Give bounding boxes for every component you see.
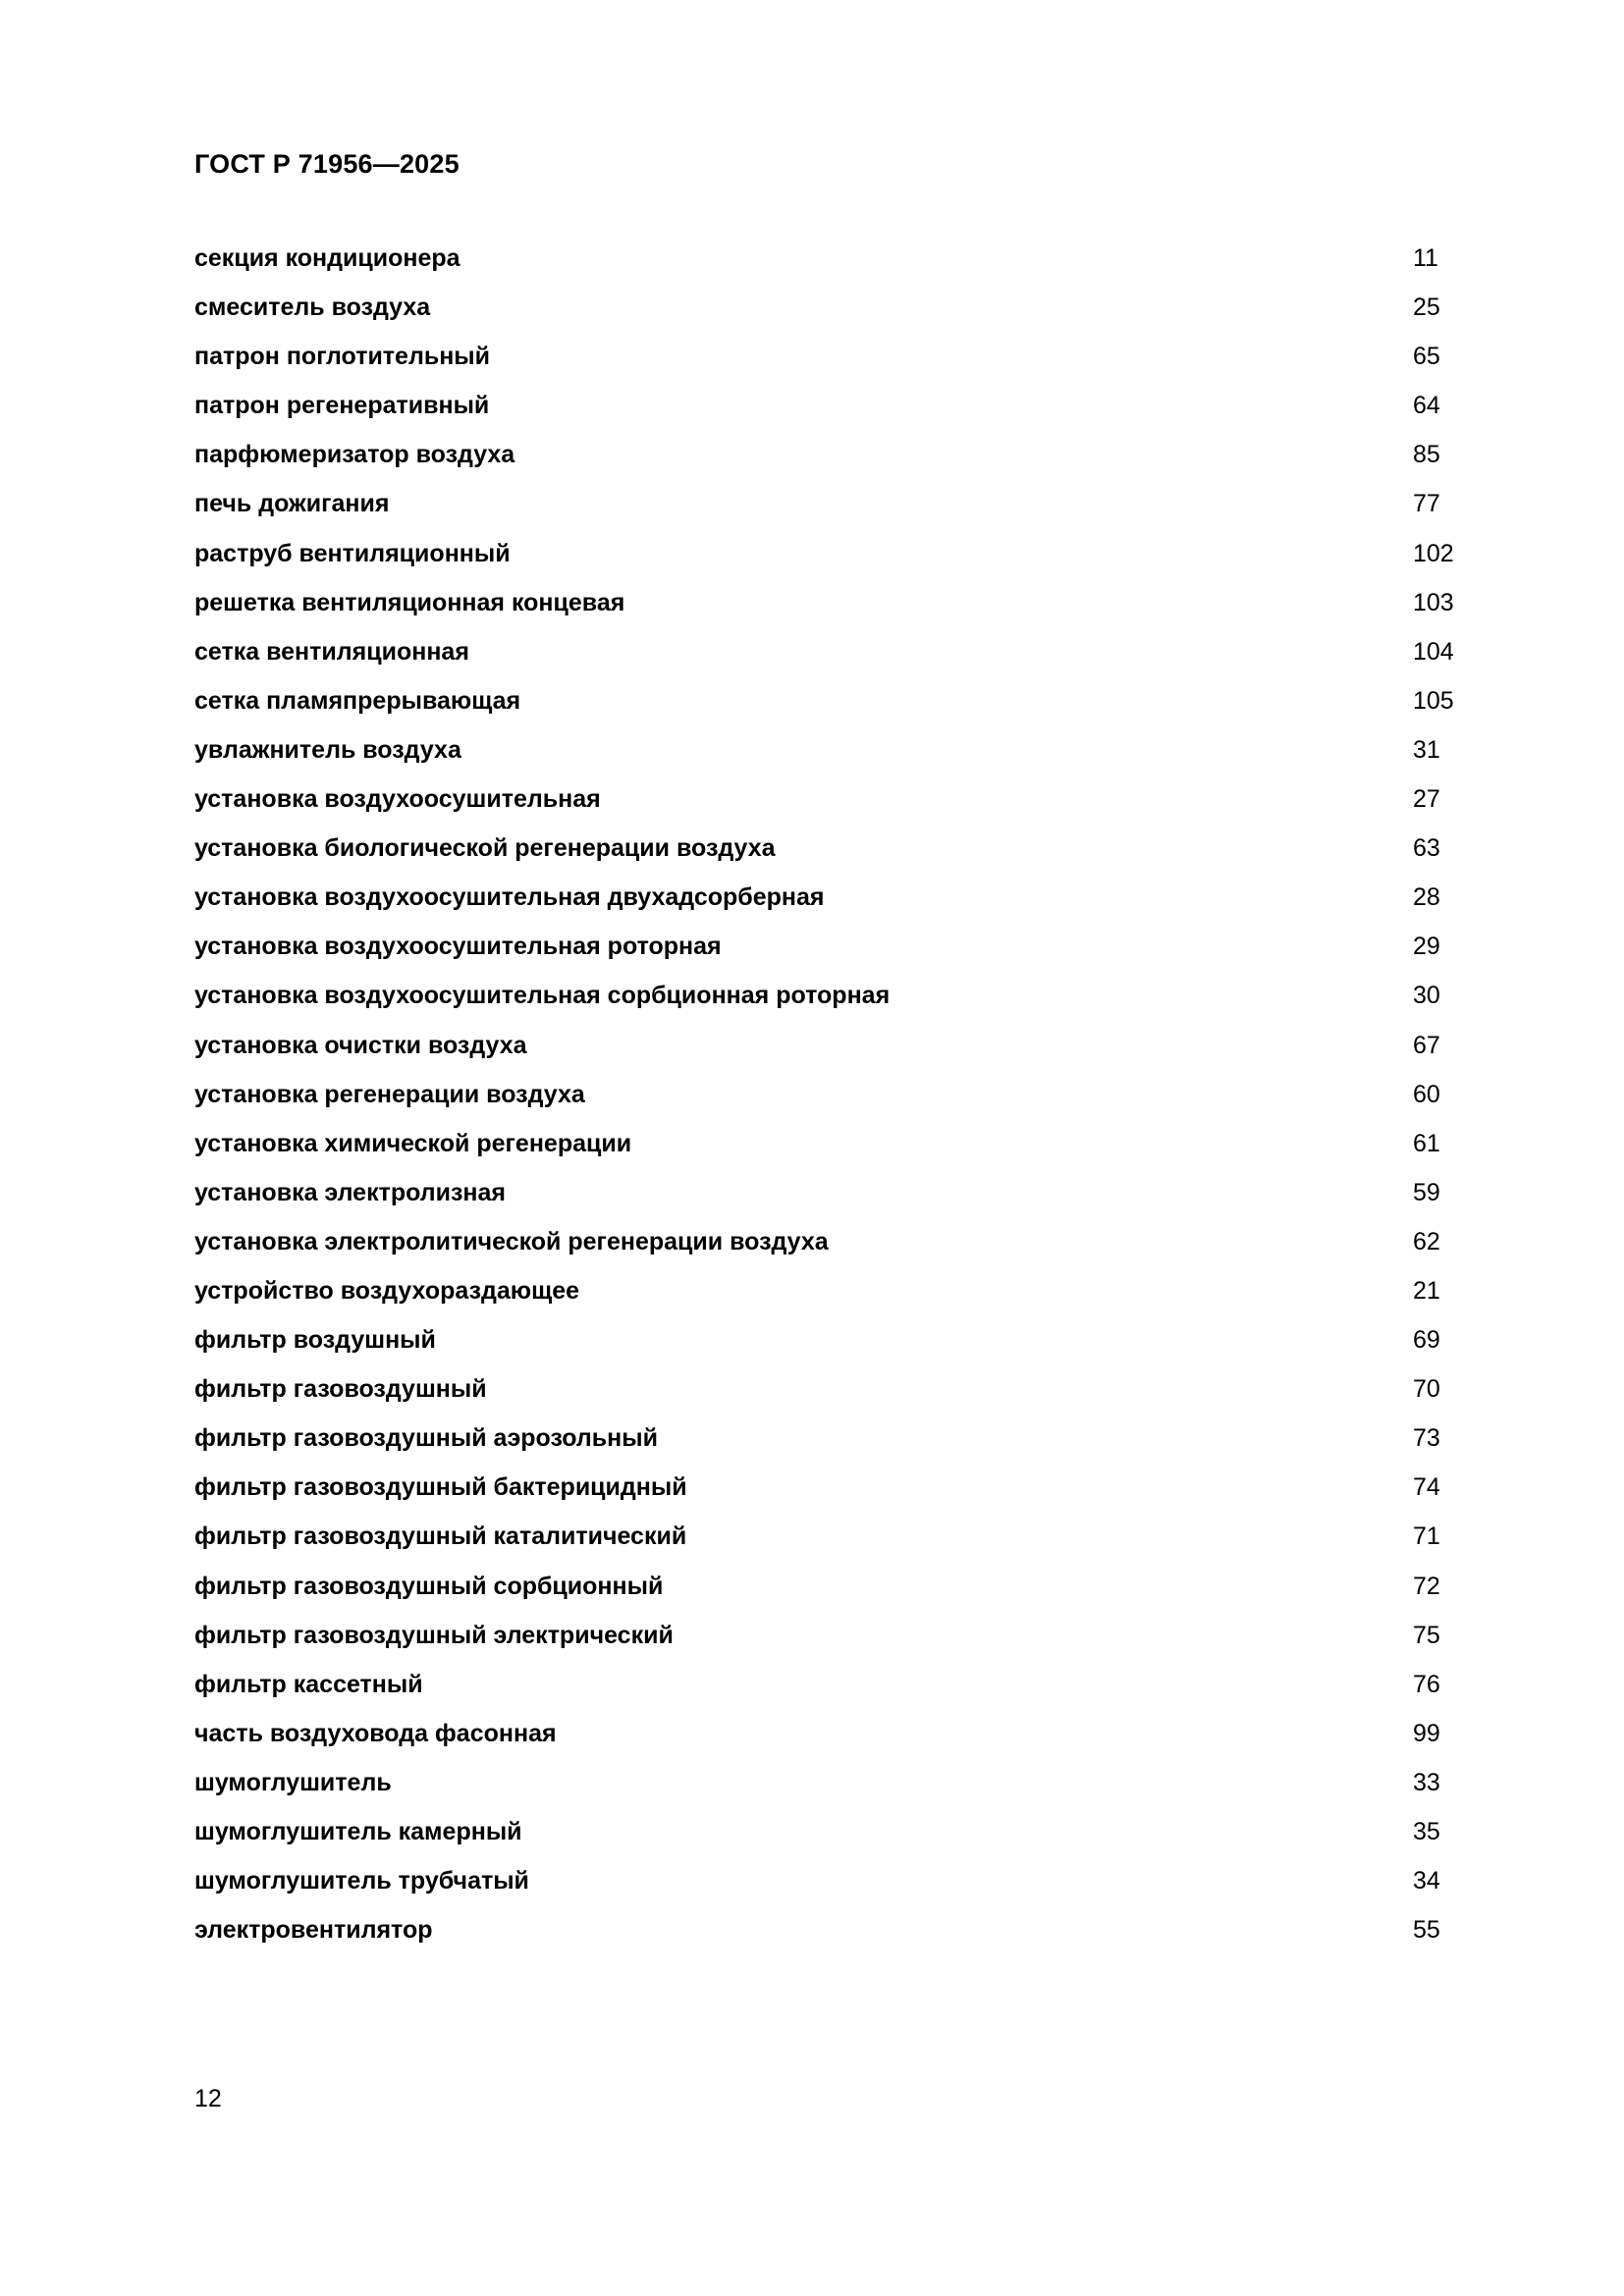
index-term: сетка вентиляционная (194, 637, 469, 666)
index-ref: 62 (1413, 1227, 1440, 1255)
index-ref: 85 (1413, 441, 1440, 469)
index-ref: 35 (1413, 1818, 1440, 1845)
index-entry (194, 833, 1471, 882)
alphabetical-index (194, 243, 1471, 1964)
index-ref: 21 (1413, 1276, 1440, 1305)
index-entry (194, 539, 1471, 588)
index-ref: 64 (1413, 392, 1440, 420)
index-entry (194, 1522, 1471, 1571)
index-entry (194, 293, 1471, 342)
index-term: патрон поглотительный (194, 343, 491, 371)
index-term: установка очистки воздуха (194, 1031, 527, 1059)
index-entry (194, 1276, 1471, 1325)
index-ref: 65 (1413, 343, 1440, 371)
index-ref: 69 (1413, 1326, 1440, 1355)
index-term: электровентилятор (194, 1916, 433, 1945)
index-ref: 25 (1413, 294, 1440, 322)
index-term: фильтр кассетный (194, 1670, 423, 1698)
index-ref: 31 (1413, 735, 1440, 764)
index-ref: 70 (1413, 1375, 1440, 1404)
index-entry (194, 1670, 1471, 1719)
index-entry (194, 1325, 1471, 1374)
index-entry (194, 391, 1471, 440)
index-entry (194, 981, 1471, 1030)
index-entry (194, 440, 1471, 489)
index-entry (194, 1768, 1471, 1817)
index-entry (194, 1472, 1471, 1522)
index-entry (194, 784, 1471, 833)
index-term: печь дожигания (194, 490, 390, 518)
index-term: фильтр газовоздушный аэрозольный (194, 1424, 658, 1453)
index-term: фильтр воздушный (194, 1326, 436, 1355)
index-entry (194, 932, 1471, 981)
index-ref: 75 (1413, 1621, 1440, 1649)
index-ref: 30 (1413, 982, 1440, 1010)
index-term: фильтр газовоздушный электрический (194, 1621, 674, 1649)
index-ref: 73 (1413, 1424, 1440, 1453)
index-term: часть воздуховода фасонная (194, 1719, 557, 1747)
index-ref: 71 (1413, 1522, 1440, 1551)
index-term: патрон регенеративный (194, 392, 490, 420)
index-term: раструб вентиляционный (194, 539, 511, 567)
index-entry (194, 1080, 1471, 1129)
index-ref: 60 (1413, 1080, 1440, 1108)
index-entry (194, 1178, 1471, 1227)
index-term: увлажнитель воздуха (194, 735, 461, 764)
index-entry (194, 1423, 1471, 1472)
index-term: решетка вентиляционная концевая (194, 588, 625, 616)
index-term: установка электролитической регенерации воздуха (194, 1227, 829, 1255)
index-entry (194, 1572, 1471, 1621)
index-term: шумоглушитель камерный (194, 1818, 522, 1845)
index-entry (194, 489, 1471, 538)
page-number: 12 (194, 2085, 222, 2112)
index-ref: 77 (1413, 490, 1440, 518)
index-entry (194, 1621, 1471, 1670)
index-term: установка воздухоосушительная (194, 785, 601, 814)
index-entry (194, 1031, 1471, 1080)
index-entry (194, 637, 1471, 686)
index-term: фильтр газовоздушный каталитический (194, 1522, 687, 1551)
index-term: установка электролизная (194, 1178, 507, 1206)
index-entry (194, 1817, 1471, 1866)
index-ref: 102 (1413, 539, 1454, 567)
index-ref: 72 (1413, 1572, 1440, 1600)
index-ref: 104 (1413, 637, 1454, 666)
index-entry (194, 342, 1471, 391)
index-ref: 61 (1413, 1129, 1440, 1157)
index-term: установка биологической регенерации воздуха (194, 834, 776, 863)
index-term: парфюмеризатор воздуха (194, 441, 515, 469)
index-term: установка химической регенерации (194, 1129, 632, 1157)
index-ref: 11 (1413, 244, 1438, 272)
index-term: смеситель воздуха (194, 294, 431, 322)
index-ref: 28 (1413, 883, 1440, 912)
index-term: сетка пламяпрерывающая (194, 686, 521, 715)
index-term: установка воздухоосушительная роторная (194, 933, 722, 961)
index-entry (194, 1719, 1471, 1768)
index-term: фильтр газовоздушный бактерицидный (194, 1473, 687, 1502)
index-entry (194, 1866, 1471, 1915)
index-term: секция кондиционера (194, 244, 460, 272)
index-entry (194, 1374, 1471, 1423)
index-ref: 59 (1413, 1178, 1440, 1206)
index-entry (194, 686, 1471, 735)
index-term: шумоглушитель трубчатый (194, 1867, 529, 1896)
index-term: установка воздухоосушительная сорбционная роторная (194, 982, 891, 1010)
index-entry (194, 1129, 1471, 1178)
index-ref: 67 (1413, 1031, 1440, 1059)
index-entry (194, 735, 1471, 784)
index-entry (194, 243, 1471, 293)
index-entry (194, 1227, 1471, 1276)
index-term: фильтр газовоздушный сорбционный (194, 1572, 664, 1600)
index-term: фильтр газовоздушный (194, 1375, 487, 1404)
index-ref: 76 (1413, 1670, 1440, 1698)
index-ref: 55 (1413, 1916, 1440, 1945)
document-header: ГОСТ Р 71956—2025 (194, 149, 460, 179)
index-entry (194, 1915, 1471, 1964)
index-entry (194, 588, 1471, 637)
index-ref: 105 (1413, 686, 1454, 715)
index-ref: 63 (1413, 834, 1440, 863)
index-ref: 29 (1413, 933, 1440, 961)
index-term: установка регенерации воздуха (194, 1080, 585, 1108)
index-ref: 103 (1413, 588, 1454, 616)
index-term: установка воздухоосушительная двухадсорберная (194, 883, 825, 912)
index-ref: 27 (1413, 785, 1440, 814)
index-ref: 74 (1413, 1473, 1440, 1502)
index-term: устройство воздухораздающее (194, 1276, 580, 1305)
index-ref: 99 (1413, 1719, 1440, 1747)
index-ref: 34 (1413, 1867, 1440, 1896)
index-term: шумоглушитель (194, 1768, 392, 1796)
index-entry (194, 882, 1471, 932)
index-ref: 33 (1413, 1768, 1440, 1796)
